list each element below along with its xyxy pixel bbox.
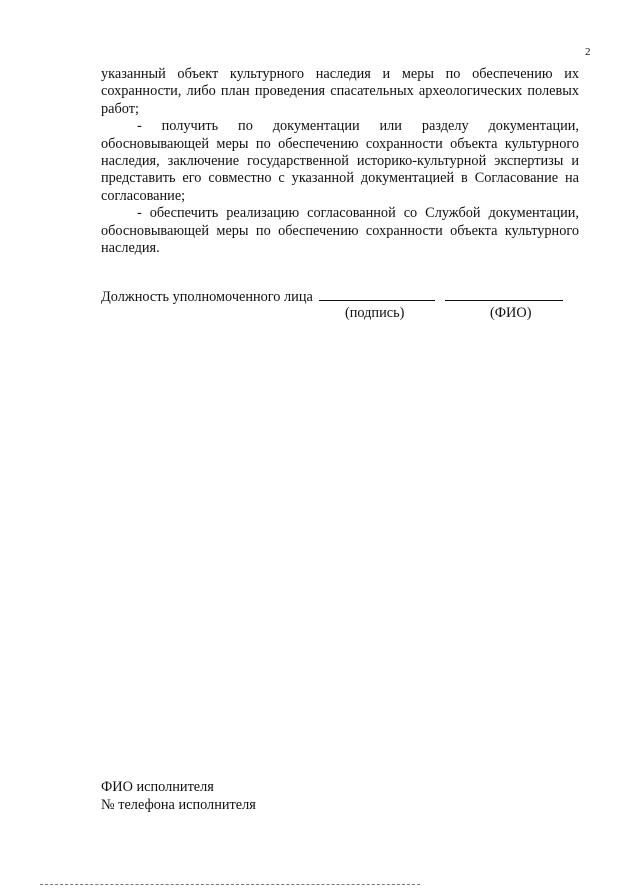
position-label: Должность уполномоченного лица (101, 289, 313, 305)
page-number: 2 (585, 46, 591, 58)
paragraph-obtain-expertise: - получить по документации или разделу документации, обосновывающей меры по обеспечению сохранности объекта культурного наследия, заключение государственной историко-культурной экспертизы и представить его совместно с указанной документацией в Согласование на согласование; (101, 118, 579, 204)
executor-block (101, 778, 256, 814)
paragraph-ensure-implementation: - обеспечить реализацию согласованной со Службой документации, обосновывающей меры по обеспечению сохранности объекта культурного наследия. (101, 205, 579, 257)
signature-blank (319, 288, 435, 301)
footer-divider (40, 884, 420, 885)
signature-caption: (подпись) (345, 305, 405, 321)
paragraph-continuation: указанный объект культурного наследия и меры по обеспечению их сохранности, либо план проведения спасательных археологических полевых работ; (101, 66, 579, 117)
fio-caption: (ФИО) (490, 305, 532, 321)
fio-blank (445, 288, 563, 301)
executor-phone-label: № телефона исполнителя (101, 797, 256, 813)
document-body (101, 66, 579, 257)
signature-line (101, 288, 563, 306)
executor-name-label: ФИО исполнителя (101, 779, 214, 795)
